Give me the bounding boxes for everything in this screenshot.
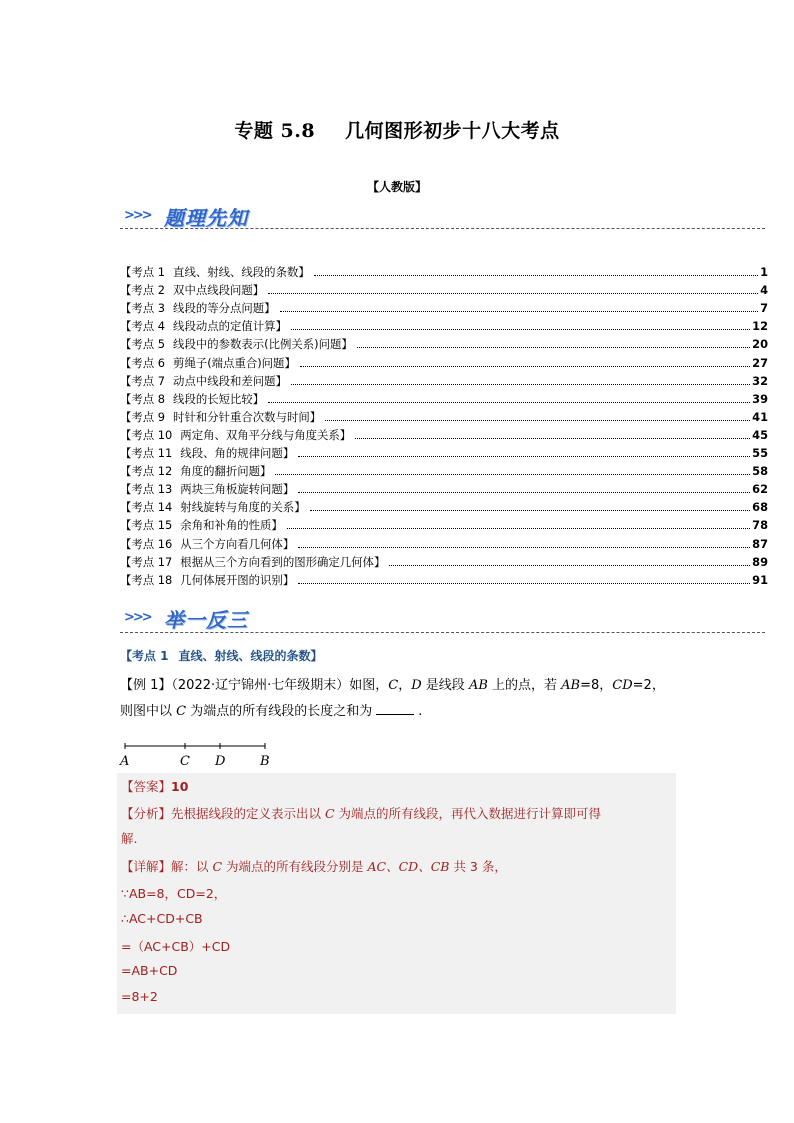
toc-leader xyxy=(280,311,758,312)
toc-leader xyxy=(357,347,750,348)
point-label-c: C xyxy=(180,754,190,769)
detail-line xyxy=(121,857,507,875)
banner-toc xyxy=(120,200,270,230)
toc-title: 线段的等分点问题】 xyxy=(173,301,276,316)
toc-item[interactable] xyxy=(120,407,768,425)
detail-tag: 【详解】 xyxy=(121,859,172,874)
toc-item[interactable] xyxy=(120,552,768,570)
example-source: （2022·辽宁锦州·七年级期末）如图， xyxy=(171,678,389,693)
step-2: ∴AC+CD+CB xyxy=(121,911,203,926)
divider xyxy=(120,632,765,633)
toc-page: 68 xyxy=(752,500,768,515)
toc-label xyxy=(120,445,294,461)
toc-page: 39 xyxy=(752,391,768,406)
toc-page: 20 xyxy=(752,337,768,352)
toc-item[interactable] xyxy=(120,515,768,533)
toc-page: 78 xyxy=(752,518,768,533)
analysis-line xyxy=(121,804,601,822)
toc-number: 【考点 16 xyxy=(120,536,173,551)
step-3: =（AC+CB）+CD xyxy=(121,939,231,954)
toc-title: 直线、射线、线段的条数】 xyxy=(173,265,310,280)
answer-line xyxy=(121,777,188,795)
toc-number: 【考点 8 xyxy=(120,391,166,406)
toc-number: 【考点 1 xyxy=(120,265,166,280)
toc-page: 1 xyxy=(760,265,768,280)
toc-number: 【考点 14 xyxy=(120,500,173,515)
toc-title: 时针和分针重合次数与时间】 xyxy=(173,409,322,424)
segment-list: AC、CD、CB xyxy=(367,859,450,874)
toc-label xyxy=(120,391,264,407)
step-4: =AB+CD xyxy=(121,963,178,978)
table-of-contents xyxy=(120,262,768,588)
toc-number: 【考点 17 xyxy=(120,554,173,569)
toc-item[interactable] xyxy=(120,316,768,334)
toc-page: 89 xyxy=(752,554,768,569)
toc-leader xyxy=(268,293,758,294)
toc-title: 线段中的参数表示(比例关系)问题】 xyxy=(173,337,353,352)
toc-leader xyxy=(298,456,750,457)
example-question xyxy=(120,673,680,725)
toc-item[interactable] xyxy=(120,479,768,497)
toc-title: 线段的长短比较】 xyxy=(173,391,265,406)
toc-title: 剪绳子(端点重合)问题】 xyxy=(173,355,296,370)
text: 解：以 xyxy=(171,859,213,874)
toc-leader xyxy=(298,547,750,548)
toc-label xyxy=(120,572,294,588)
text: =8， xyxy=(580,678,613,693)
step-5: =8+2 xyxy=(121,989,158,1004)
toc-item[interactable] xyxy=(120,352,768,370)
toc-item[interactable] xyxy=(120,533,768,551)
toc-leader xyxy=(325,420,750,421)
toc-page: 58 xyxy=(752,464,768,479)
toc-label xyxy=(120,499,306,515)
toc-label xyxy=(120,282,264,298)
toc-leader xyxy=(300,366,750,367)
point-label-b: B xyxy=(260,754,270,769)
arrow-icon: >>> xyxy=(124,610,151,625)
text: ， xyxy=(398,678,412,693)
toc-number: 【考点 10 xyxy=(120,427,173,442)
var-c: C xyxy=(388,678,399,693)
answer-blank xyxy=(376,700,414,715)
toc-title: 几何体展开图的识别】 xyxy=(180,572,295,587)
toc-label xyxy=(120,517,283,533)
analysis-line-2: 解. xyxy=(121,831,138,846)
text: 为端点的所有线段分别是 xyxy=(222,859,368,874)
toc-number: 【考点 2 xyxy=(120,283,166,298)
text: 为端点的所有线段的长度之和为 xyxy=(186,704,373,719)
toc-title: 双中点线段问题】 xyxy=(173,283,265,298)
toc-item[interactable] xyxy=(120,280,768,298)
banner-examples xyxy=(120,602,270,632)
toc-leader xyxy=(355,438,750,439)
toc-leader xyxy=(275,474,750,475)
toc-label xyxy=(120,554,385,570)
toc-page: 45 xyxy=(752,427,768,442)
toc-label xyxy=(120,318,287,334)
toc-title: 线段、角的规律问题】 xyxy=(180,446,295,461)
toc-page: 4 xyxy=(760,283,768,298)
toc-number: 【考点 18 xyxy=(120,572,173,587)
toc-label xyxy=(120,336,353,352)
title-text: 几何图形初步十八大考点 xyxy=(345,120,560,142)
toc-item[interactable] xyxy=(120,497,768,515)
toc-label xyxy=(120,373,287,389)
toc-page: 55 xyxy=(752,446,768,461)
example-line-2 xyxy=(120,699,680,725)
toc-number: 【考点 12 xyxy=(120,464,173,479)
toc-title: 射线旋转与角度的关系】 xyxy=(180,500,306,515)
var-ab: AB xyxy=(561,678,581,693)
var-d: D xyxy=(411,678,422,693)
var-c: C xyxy=(325,806,335,821)
toc-leader xyxy=(314,275,758,276)
toc-label xyxy=(120,536,294,552)
toc-label xyxy=(120,409,321,425)
toc-item[interactable] xyxy=(120,461,768,479)
toc-item[interactable] xyxy=(120,570,768,588)
toc-leader xyxy=(298,492,750,493)
toc-label xyxy=(120,355,296,371)
point-label-d: D xyxy=(215,754,226,769)
toc-label xyxy=(120,481,294,497)
toc-leader xyxy=(310,510,751,511)
segment-figure xyxy=(118,738,288,772)
toc-leader xyxy=(291,384,750,385)
answer-value: 10 xyxy=(171,779,189,794)
toc-number: 【考点 3 xyxy=(120,301,166,316)
banner-title: 题理先知 xyxy=(164,206,248,230)
page-title xyxy=(0,116,794,143)
var-cd: CD xyxy=(612,678,633,693)
text: 先根据线段的定义表示出以 xyxy=(171,806,325,821)
toc-number: 【考点 7 xyxy=(120,373,166,388)
example-line-1 xyxy=(120,673,680,699)
toc-page: 62 xyxy=(752,482,768,497)
toc-title: 根据从三个方向看到的图形确定几何体】 xyxy=(180,554,386,569)
toc-title: 从三个方向看几何体】 xyxy=(180,536,295,551)
example-tag: 【例 1】 xyxy=(120,678,172,693)
toc-page: 91 xyxy=(752,572,768,587)
toc-leader xyxy=(298,583,750,584)
toc-number: 【考点 13 xyxy=(120,482,173,497)
toc-page: 32 xyxy=(752,373,768,388)
toc-item[interactable] xyxy=(120,262,768,280)
toc-title: 余角和补角的性质】 xyxy=(180,518,283,533)
toc-leader xyxy=(389,565,750,566)
toc-page: 87 xyxy=(752,536,768,551)
toc-item[interactable] xyxy=(120,334,768,352)
toc-title: 动点中线段和差问题】 xyxy=(173,373,287,388)
toc-number: 【考点 11 xyxy=(120,446,173,461)
analysis-tag: 【分析】 xyxy=(121,806,172,821)
section-heading xyxy=(120,647,323,664)
arrow-icon: >>> xyxy=(124,208,151,223)
section-label: 直线、射线、线段的条数】 xyxy=(178,649,323,663)
toc-item[interactable] xyxy=(120,389,768,407)
title-number: 专题 5.8 xyxy=(234,120,316,142)
banner-title: 举一反三 xyxy=(164,608,248,632)
toc-number: 【考点 5 xyxy=(120,337,166,352)
toc-title: 线段动点的定值计算】 xyxy=(173,319,287,334)
var-c: C xyxy=(212,859,223,874)
edition-label: 【人教版】 xyxy=(366,180,427,194)
toc-number: 【考点 6 xyxy=(120,355,166,370)
answer-tag: 【答案】 xyxy=(121,779,172,794)
toc-item[interactable] xyxy=(120,371,768,389)
toc-label xyxy=(120,427,351,443)
toc-leader xyxy=(291,329,750,330)
text: 为端点的所有线段，再代入数据进行计算即可得 xyxy=(334,806,602,821)
text: =2， xyxy=(632,678,665,693)
divider xyxy=(120,228,765,229)
toc-leader xyxy=(287,528,750,529)
point-label-a: A xyxy=(120,754,130,769)
toc-page: 12 xyxy=(752,319,768,334)
toc-number: 【考点 15 xyxy=(120,518,173,533)
toc-page: 7 xyxy=(760,301,768,316)
toc-label xyxy=(120,300,276,316)
toc-number: 【考点 9 xyxy=(120,409,166,424)
toc-page: 41 xyxy=(752,409,768,424)
toc-title: 两块三角板旋转问题】 xyxy=(180,482,295,497)
toc-title: 两定角、双角平分线与角度关系】 xyxy=(180,427,352,442)
text: 是线段 xyxy=(421,678,469,693)
text: . xyxy=(418,704,423,719)
text: 共 3 条， xyxy=(449,859,507,874)
toc-label xyxy=(120,264,310,280)
toc-item[interactable] xyxy=(120,298,768,316)
text: 上的点，若 xyxy=(487,678,562,693)
toc-label xyxy=(120,463,271,479)
toc-item[interactable] xyxy=(120,443,768,461)
toc-item[interactable] xyxy=(120,425,768,443)
toc-leader xyxy=(268,402,750,403)
section-number: 【考点 1 xyxy=(120,649,169,663)
var-c: C xyxy=(176,704,187,719)
var-ab: AB xyxy=(468,678,488,693)
answer-box xyxy=(117,773,676,1014)
toc-number: 【考点 4 xyxy=(120,319,166,334)
text: 则图中以 xyxy=(120,704,177,719)
toc-page: 27 xyxy=(752,355,768,370)
step-1: ∵AB=8，CD=2， xyxy=(121,886,227,901)
toc-title: 角度的翻折问题】 xyxy=(180,464,272,479)
